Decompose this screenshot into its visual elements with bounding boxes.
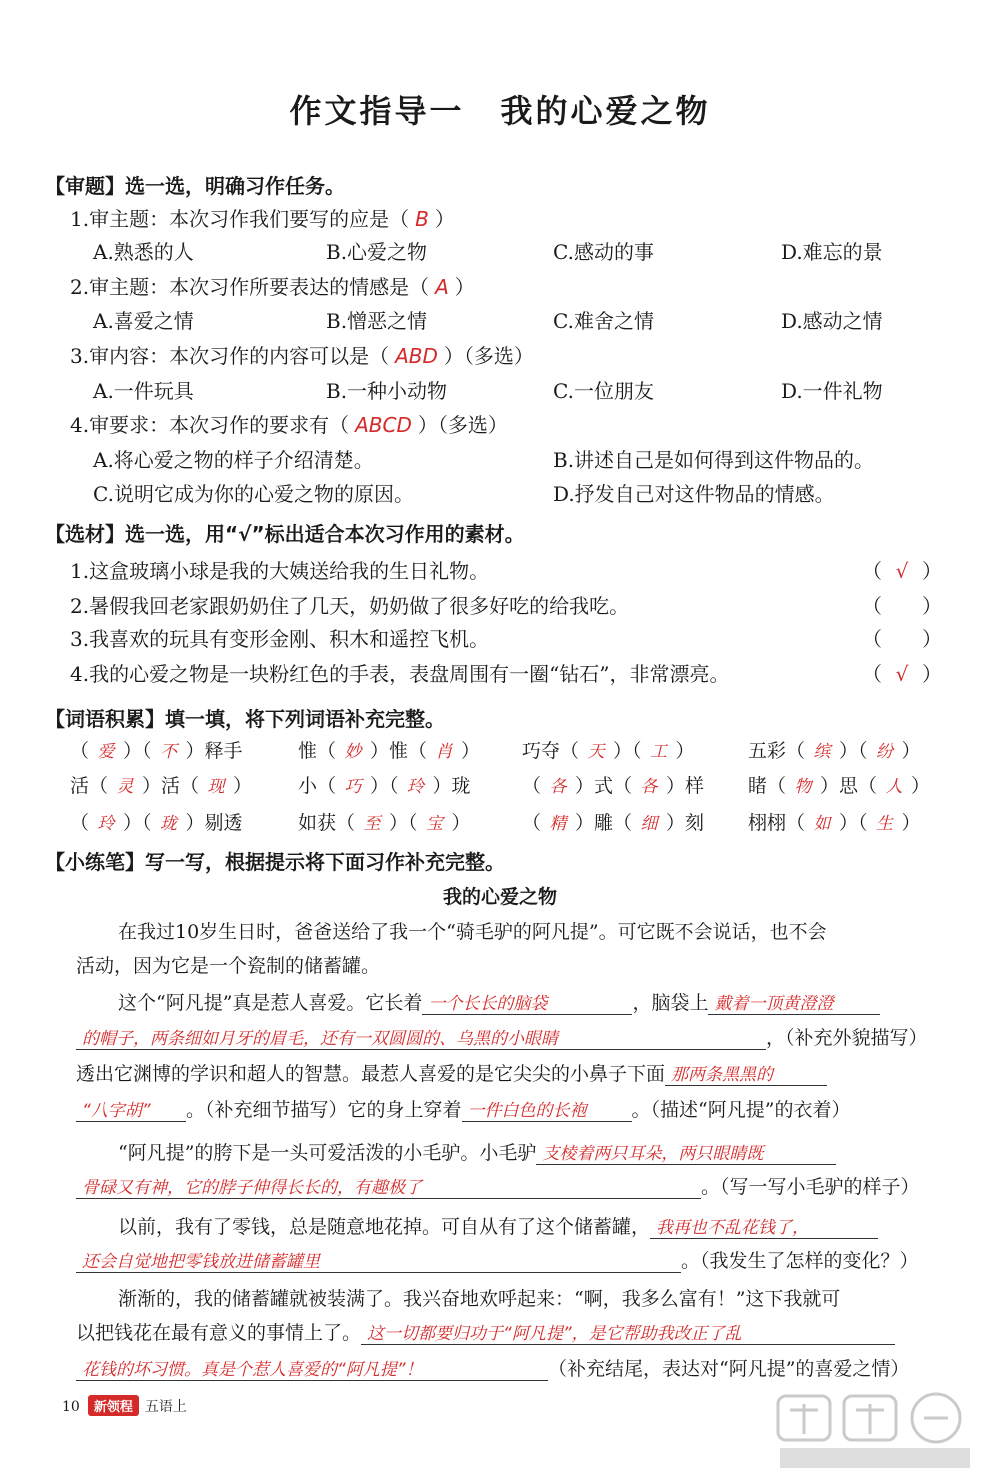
essay-line bbox=[76, 1023, 928, 1050]
idiom-item bbox=[298, 771, 471, 798]
question-close: ） bbox=[434, 207, 455, 231]
idiom-text: （ bbox=[522, 775, 542, 797]
question-text: 3.审内容：本次习作的内容可以是（ bbox=[70, 344, 390, 368]
idiom-text: ）（ bbox=[613, 740, 642, 762]
check-box[interactable]: （ √ ） bbox=[862, 662, 942, 686]
answer-text: ABD bbox=[395, 344, 438, 368]
idiom-answer[interactable]: 现 bbox=[207, 777, 225, 797]
answer-text: B bbox=[415, 207, 429, 231]
idiom-text: ）剔透 bbox=[185, 812, 243, 834]
essay-text: 透出它渊博的学识和超人的智慧。最惹人喜爱的是它尖尖的小鼻子下面 bbox=[76, 1063, 666, 1085]
option: A.一件玩具 bbox=[93, 379, 194, 403]
idiom-answer[interactable]: 纷 bbox=[876, 742, 894, 762]
idiom-item bbox=[522, 771, 704, 798]
idiom-item bbox=[522, 808, 704, 835]
idiom-answer[interactable]: 巧 bbox=[344, 777, 362, 797]
idiom-text: ）式（ bbox=[575, 775, 633, 797]
option: B.讲述自己是如何得到这件物品的。 bbox=[553, 448, 875, 472]
question-close: ） bbox=[454, 275, 475, 299]
idiom-answer[interactable]: 宝 bbox=[426, 814, 444, 834]
idiom-text: （ bbox=[70, 740, 90, 762]
idiom-answer[interactable]: 如 bbox=[813, 814, 831, 834]
option: D.难忘的景 bbox=[781, 240, 883, 264]
option: A.熟悉的人 bbox=[93, 240, 194, 264]
essay-line bbox=[76, 1318, 895, 1345]
handwritten-answer[interactable]: 这一切都要归功于“阿凡提”，是它帮助我改正了乱 bbox=[361, 1319, 895, 1345]
title-part-2: 我的心爱之物 bbox=[500, 92, 711, 130]
option: B.憎恶之情 bbox=[326, 309, 428, 333]
option: D.一件礼物 bbox=[781, 379, 883, 403]
page-number: 10 bbox=[62, 1399, 80, 1415]
essay-line bbox=[118, 1138, 836, 1165]
idiom-answer[interactable]: 精 bbox=[549, 814, 567, 834]
check-box[interactable]: （ √ ） bbox=[862, 559, 942, 583]
essay-text: 这个“阿凡提”真是惹人喜爱。它长着 bbox=[118, 992, 423, 1014]
essay-text: ，（补充外貌描写） bbox=[766, 1027, 928, 1049]
check-mark: √ bbox=[895, 559, 909, 583]
idiom-text: ）（ bbox=[839, 812, 868, 834]
idiom-answer[interactable]: 爱 bbox=[97, 742, 115, 762]
essay-line bbox=[76, 1095, 850, 1122]
idiom-text: ）刻 bbox=[666, 812, 705, 834]
material-item: 2.暑假我回老家跟奶奶住了几天，奶奶做了很多好吃的给我吃。 bbox=[70, 594, 630, 618]
material-item: 3.我喜欢的玩具有变形金刚、积木和遥控飞机。 bbox=[70, 627, 490, 651]
handwritten-answer[interactable]: 戴着一顶黄澄澄 bbox=[708, 989, 880, 1015]
essay-line: 活动，因为它是一个瓷制的储蓄罐。 bbox=[76, 955, 381, 977]
essay-line bbox=[118, 1212, 878, 1239]
idiom-text: 栩栩（ bbox=[748, 812, 806, 834]
handwritten-answer[interactable]: 一件白色的长袍 bbox=[462, 1096, 632, 1122]
idiom-item bbox=[748, 736, 921, 763]
question-3 bbox=[70, 340, 534, 369]
handwritten-answer[interactable]: 那两条黑黑的 bbox=[665, 1060, 827, 1086]
idiom-text: ）思（ bbox=[820, 775, 878, 797]
handwritten-answer[interactable]: 骨碌又有神，它的脖子伸得长长的，有趣极了 bbox=[76, 1173, 701, 1199]
idiom-item bbox=[748, 771, 930, 798]
question-4 bbox=[70, 409, 508, 438]
handwritten-answer[interactable]: 我再也不乱花钱了， bbox=[650, 1213, 878, 1239]
idiom-answer[interactable]: 珑 bbox=[160, 814, 178, 834]
idiom-text: （ bbox=[522, 812, 542, 834]
essay-line bbox=[76, 1246, 919, 1273]
idiom-text: ）珑 bbox=[432, 775, 471, 797]
idiom-answer[interactable]: 工 bbox=[650, 742, 668, 762]
page-title bbox=[0, 86, 1000, 132]
idiom-answer[interactable]: 肖 bbox=[435, 742, 453, 762]
essay-text: 。（写一写小毛驴的样子） bbox=[701, 1176, 920, 1198]
option: A.喜爱之情 bbox=[93, 309, 194, 333]
idiom-answer[interactable]: 缤 bbox=[813, 742, 831, 762]
essay-text: （补充结尾，表达对“阿凡提”的喜爱之情） bbox=[548, 1358, 910, 1380]
idiom-answer[interactable]: 生 bbox=[876, 814, 894, 834]
idiom-item bbox=[298, 808, 471, 835]
idiom-item bbox=[70, 736, 243, 763]
essay-text: 以把钱花在最有意义的事情上了。 bbox=[76, 1322, 362, 1344]
essay-text: 。（我发生了怎样的变化？） bbox=[681, 1250, 919, 1272]
idiom-answer[interactable]: 不 bbox=[160, 742, 178, 762]
essay-text: 以前，我有了零钱，总是随意地花掉。可自从有了这个储蓄罐， bbox=[118, 1216, 651, 1238]
idiom-text: ） bbox=[911, 775, 931, 797]
essay-line bbox=[76, 1354, 909, 1381]
handwritten-answer[interactable]: “八字胡” bbox=[76, 1096, 186, 1122]
idiom-answer[interactable]: 至 bbox=[363, 814, 381, 834]
idiom-text: 睹（ bbox=[748, 775, 787, 797]
watermark-logo-icon bbox=[770, 1390, 980, 1472]
idiom-answer[interactable]: 天 bbox=[587, 742, 605, 762]
handwritten-answer[interactable]: 支棱着两只耳朵，两只眼睛既 bbox=[536, 1139, 836, 1165]
idiom-item bbox=[70, 808, 243, 835]
idiom-answer[interactable]: 物 bbox=[794, 777, 812, 797]
idiom-text: 五彩（ bbox=[748, 740, 806, 762]
essay-line bbox=[76, 1059, 827, 1086]
grade-label: 五语上 bbox=[144, 1399, 187, 1415]
idiom-text: ）（ bbox=[389, 812, 418, 834]
option: C.一位朋友 bbox=[553, 379, 654, 403]
check-box[interactable]: （ ） bbox=[862, 594, 942, 618]
idiom-text: ） bbox=[901, 740, 921, 762]
idiom-answer[interactable]: 各 bbox=[549, 777, 567, 797]
essay-text: 。（描述“阿凡提”的衣着） bbox=[631, 1099, 851, 1121]
essay-title: 我的心爱之物 bbox=[442, 886, 557, 908]
option: D.感动之情 bbox=[781, 309, 883, 333]
material-item: 1.这盒玻璃小球是我的大姨送给我的生日礼物。 bbox=[70, 559, 490, 583]
idiom-text: ）（ bbox=[123, 740, 152, 762]
title-part-1: 作文指导一 bbox=[289, 92, 465, 130]
brand-badge: 新领程 bbox=[88, 1395, 139, 1416]
essay-text: 。（补充细节描写）它的身上穿着 bbox=[186, 1099, 462, 1121]
idiom-text: ） bbox=[901, 812, 921, 834]
idiom-text: ） bbox=[451, 812, 471, 834]
question-1 bbox=[70, 203, 455, 232]
question-text: 2.审主题：本次习作所要表达的情感是（ bbox=[70, 275, 430, 299]
option: C.感动的事 bbox=[553, 240, 654, 264]
handwritten-answer[interactable]: 的帽子，两条细如月牙的眉毛，还有一双圆圆的、乌黑的小眼睛 bbox=[76, 1024, 766, 1050]
idiom-item bbox=[298, 736, 480, 763]
section-heading-shenti: 【审题】选一选，明确习作任务。 bbox=[45, 174, 345, 198]
option: C.难舍之情 bbox=[553, 309, 654, 333]
idiom-text: ）（ bbox=[123, 812, 152, 834]
idiom-text: ） bbox=[461, 740, 481, 762]
essay-line: 在我过10岁生日时，爸爸送给了我一个“骑毛驴的阿凡提”。可它既不会说话，也不会 bbox=[118, 921, 827, 943]
idiom-answer[interactable]: 妙 bbox=[344, 742, 362, 762]
essay-line: 渐渐的，我的储蓄罐就被装满了。我兴奋地欢呼起来：“啊，我多么富有！”这下我就可 bbox=[118, 1288, 841, 1310]
essay-line bbox=[118, 988, 880, 1015]
idiom-text: （ bbox=[70, 812, 90, 834]
question-2 bbox=[70, 271, 475, 300]
idiom-text: ）活（ bbox=[142, 775, 200, 797]
idiom-text: ）（ bbox=[370, 775, 399, 797]
handwritten-answer[interactable]: 还会自觉地把零钱放进储蓄罐里 bbox=[76, 1247, 681, 1273]
idiom-text: ）惟（ bbox=[370, 740, 428, 762]
idiom-text: ） bbox=[233, 775, 253, 797]
idiom-text: ）（ bbox=[839, 740, 868, 762]
idiom-text: ）雕（ bbox=[575, 812, 633, 834]
idiom-answer[interactable]: 人 bbox=[885, 777, 903, 797]
idiom-text: 活（ bbox=[70, 775, 109, 797]
answer-text: ABCD bbox=[355, 413, 412, 437]
check-mark: √ bbox=[895, 662, 909, 686]
idiom-text: 惟（ bbox=[298, 740, 337, 762]
idiom-answer[interactable]: 细 bbox=[640, 814, 658, 834]
section-heading-lianbi: 【小练笔】写一写，根据提示将下面习作补充完整。 bbox=[45, 850, 505, 874]
option: D.抒发自己对这件物品的情感。 bbox=[553, 482, 835, 506]
idiom-text: 小（ bbox=[298, 775, 337, 797]
essay-text: ，脑袋上 bbox=[632, 992, 709, 1014]
idiom-text: ） bbox=[675, 740, 695, 762]
idiom-text: 巧夺（ bbox=[522, 740, 580, 762]
essay-line bbox=[76, 1172, 920, 1199]
idiom-item bbox=[748, 808, 921, 835]
idiom-text: ）样 bbox=[666, 775, 705, 797]
option: A.将心爱之物的样子介绍清楚。 bbox=[93, 448, 374, 472]
handwritten-answer[interactable]: 花钱的坏习惯。真是个惹人喜爱的“阿凡提”！ bbox=[76, 1355, 548, 1381]
essay-text: “阿凡提”的胯下是一头可爱活泼的小毛驴。小毛驴 bbox=[118, 1142, 537, 1164]
question-close: ）（多选） bbox=[417, 413, 508, 437]
question-close: ）（多选） bbox=[443, 344, 534, 368]
handwritten-answer[interactable]: 一个长长的脑袋 bbox=[422, 989, 632, 1015]
material-item: 4.我的心爱之物是一块粉红色的手表，表盘周围有一圈“钻石”，非常漂亮。 bbox=[70, 662, 730, 686]
idiom-answer[interactable]: 灵 bbox=[116, 777, 134, 797]
answer-text: A bbox=[435, 275, 449, 299]
page-footer bbox=[62, 1395, 187, 1416]
idiom-answer[interactable]: 玲 bbox=[97, 814, 115, 834]
idiom-item bbox=[70, 771, 252, 798]
idiom-item bbox=[522, 736, 695, 763]
idiom-text: ）释手 bbox=[185, 740, 243, 762]
question-text: 4.审要求：本次习作的要求有（ bbox=[70, 413, 350, 437]
idiom-text: 如获（ bbox=[298, 812, 356, 834]
option: C.说明它成为你的心爱之物的原因。 bbox=[93, 482, 414, 506]
option: B.心爱之物 bbox=[326, 240, 428, 264]
check-box[interactable]: （ ） bbox=[862, 627, 942, 651]
section-heading-ciyu: 【词语积累】填一填，将下列词语补充完整。 bbox=[45, 707, 445, 731]
option: B.一种小动物 bbox=[326, 379, 448, 403]
idiom-answer[interactable]: 各 bbox=[640, 777, 658, 797]
section-heading-xuancai: 【选材】选一选，用“√”标出适合本次习作用的素材。 bbox=[45, 522, 525, 546]
idiom-answer[interactable]: 玲 bbox=[407, 777, 425, 797]
question-text: 1.审主题：本次习作我们要写的应是（ bbox=[70, 207, 410, 231]
